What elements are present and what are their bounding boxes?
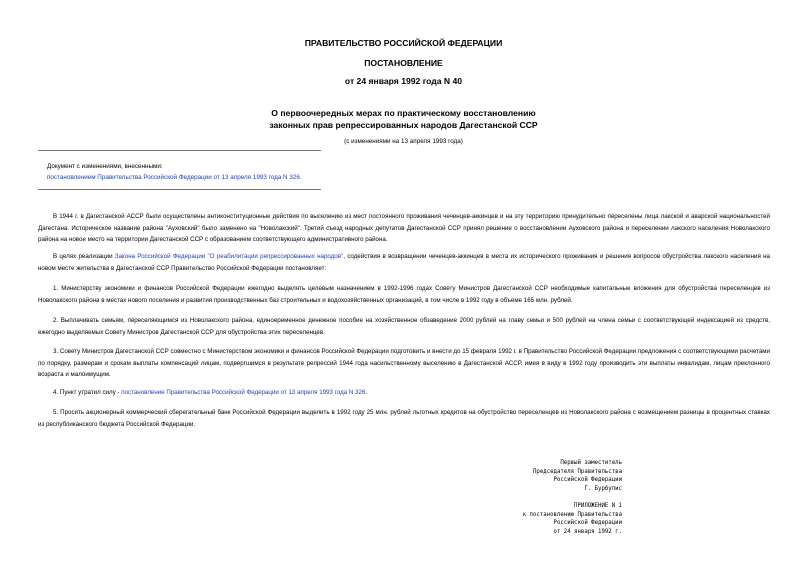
- doc-note-label: Документ с изменениями, внесенными:: [47, 163, 163, 170]
- paragraph-item-5: 5. Просить акционерный коммерческий сберегательный банк Российской Федерации выделить в 1992 году 25 млн. рублей льготных кредитов на обустройство переселенцев из Новолакского района с возмещением разницы в процентных ставках из республиканского бюджета Российской Федерации.: [38, 409, 770, 428]
- item-4-text: 4. Пункт утратил силу -: [53, 389, 122, 396]
- law-link[interactable]: Закона Российской Федерации "О реабилитации репрессированных народов": [114, 253, 344, 260]
- appendix-line-3: Российской Федерации: [553, 520, 622, 527]
- signature-name: Г. Бурбулис: [584, 485, 622, 492]
- resolution-link[interactable]: постановление Правительства Российской Федерации от 13 апреля 1993 года N 326: [121, 389, 366, 396]
- paragraph-item-4: [38, 387, 770, 399]
- appendix-line-2: к постановлению Правительства: [522, 511, 622, 518]
- title-line-2: законных прав репрессированных народов Дагестанской ССР: [269, 120, 538, 130]
- amendments-note: (с изменениями на 13 апреля 1993 года): [344, 138, 463, 145]
- document-type: ПОСТАНОВЛЕНИЕ: [364, 58, 443, 68]
- signature-line-2: Председателя Правительства: [532, 468, 622, 475]
- paragraph-intro: В 1944 г. в Дагестанской АССР были осуществлены антиконституционные действия по выселению из мест постоянного проживания чеченцев-аккинцев и на эту территорию принудительно переселены лица лакской и аварской национальностей Дагестана. Историческое название района "Ауховский" было заменено на "Новолакский". Третий съезд народных депутатов Дагестанской ССР принял решение о восстановлении Ауховского района и переселении лакского населения Новолакского района на новое место на территории Дагестанской ССР с образованием соответствующего административного района.: [38, 213, 770, 243]
- divider-bottom: [38, 189, 321, 190]
- government-name: ПРАВИТЕЛЬСТВО РОССИЙСКОЙ ФЕДЕРАЦИИ: [304, 38, 503, 48]
- signature-line-3: Российской Федерации: [553, 477, 622, 484]
- document-date-number: от 24 января 1992 года N 40: [344, 76, 463, 86]
- appendix-block: [523, 502, 622, 536]
- appendix-line-4: от 24 января 1992 г.: [553, 528, 622, 535]
- divider-top: [38, 150, 321, 151]
- preamble-text-start: В целях реализации: [53, 253, 115, 260]
- document-title: [0, 107, 807, 131]
- paragraph-item-1: 1. Министерству экономики и финансов Российской Федерации ежегодно выделять целевым назначением в 1992-1996 годах Совету Министров Дагестанской ССР необходимые капитальные вложения для обустройства переселенцев из Новолакского района в местах нового поселения и развития производственных баз строительных и водохозяйственных организаций, в том числе в 1992 году в объеме 165 млн. рублей.: [38, 285, 770, 304]
- title-line-1: О первоочередных мерах по практическому восстановлению: [271, 108, 536, 118]
- preamble-text-end: , содействия в возвращении чеченцев-аккинцев в места их исторического проживания и решения вопросов обустройства лакского населения на новом месте жительства в Дагестанской ССР Правительство Российской Федерации постановляет:: [38, 253, 770, 272]
- paragraph-item-2: 2. Выплачивать семьям, переселяющимся из Новолакского района, единоеременное денежное пособие на хозяйственное обзаведение 2000 рублей на главу семьи и 500 рублей на члена семьи с соответствующей индексацией из средств, ежегодно выделяемых Совету Министров Дагестанской ССР для обустройства этих переселенцев.: [38, 317, 770, 336]
- paragraph-item-3: 3. Совету Министров Дагестанской ССР совместно с Министерством экономики и финансов Российской Федерации подготовить и внести до 15 февраля 1992 г. в Правительство Российской Федерации предложения с соответствующими расчетами по порядку, размерам и срокам выплаты компенсаций лицам, подвергшимся в результате репрессий 1944 года насильственному выселению в Дагестанской АССР, имея в виду в 1992 году производить эти выплаты инвалидам, лицам преклонного возраста и малоимущим.: [38, 348, 770, 378]
- doc-note-link[interactable]: постановлением Правительства Российской Федерации от 13 апреля 1993 года N 326.: [47, 174, 302, 181]
- appendix-line-1: ПРИЛОЖЕНИЕ N 1: [574, 503, 622, 509]
- signature-line-1: Первый заместитель: [560, 460, 622, 466]
- paragraph-preamble: [38, 251, 770, 274]
- signature-block: [533, 459, 622, 493]
- item-4-end: .: [365, 389, 368, 396]
